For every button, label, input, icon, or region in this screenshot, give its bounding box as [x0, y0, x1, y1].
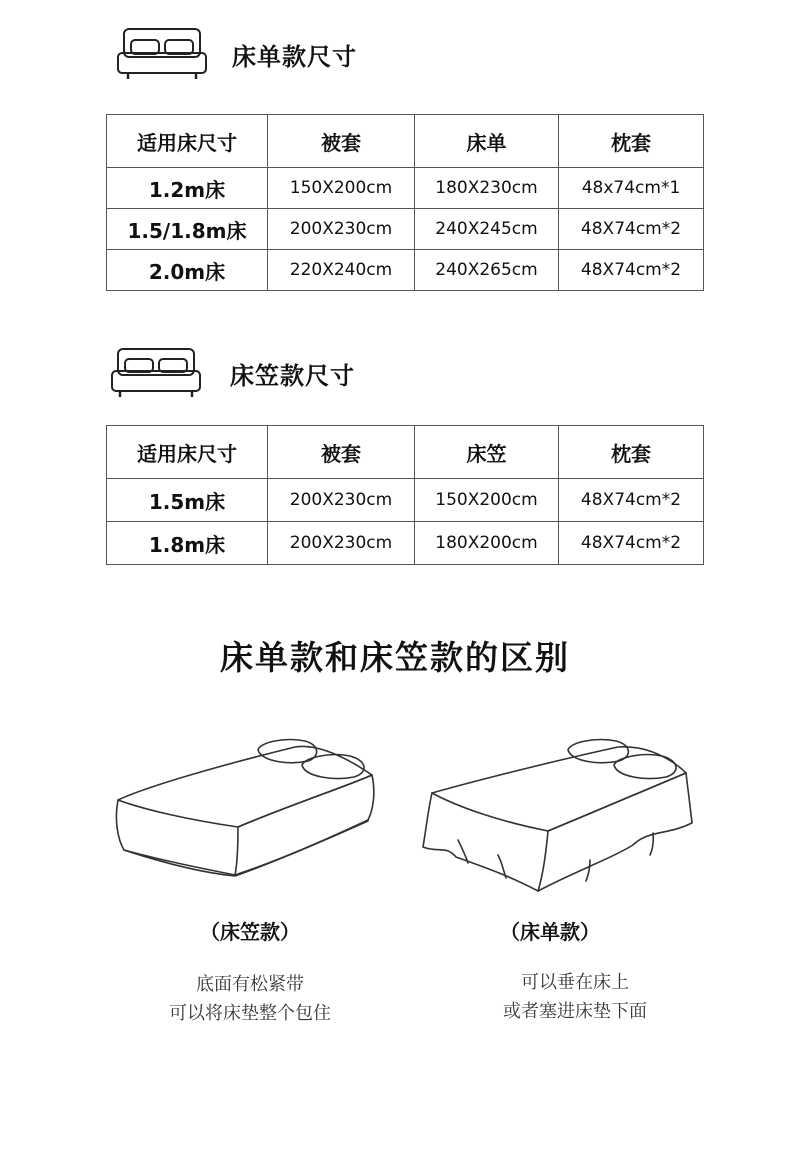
bed-size-cell: 2.0m床 — [107, 250, 268, 291]
pillowcase-cell: 48x74cm*1 — [559, 168, 704, 209]
section1-title: 床单款尺寸 — [232, 42, 357, 71]
bedsheet-size-table — [106, 114, 704, 291]
duvet-cover-cell: 200X230cm — [268, 209, 415, 250]
fitted-sheet-description — [115, 970, 385, 1028]
comparison-title: 床单款和床笠款的区别 — [220, 638, 570, 677]
duvet-cover-cell: 200X230cm — [268, 522, 415, 565]
bed-size-cell: 1.8m床 — [107, 522, 268, 565]
table-row — [107, 168, 704, 209]
pillowcase-cell: 48X74cm*2 — [559, 479, 704, 522]
flat-sheet-desc-line2: 或者塞进床垫下面 — [503, 1001, 647, 1022]
header-pillowcase: 枕套 — [559, 115, 704, 168]
table-header-row — [107, 426, 704, 479]
table-header-row — [107, 115, 704, 168]
header-bed-sheet: 床单 — [415, 115, 559, 168]
fitted-sheet-caption: （床笠款） — [200, 920, 300, 944]
bed-icon — [116, 26, 208, 82]
bed-sheet-cell: 180X230cm — [415, 168, 559, 209]
fitted-sheet-desc-line1: 底面有松紧带 — [196, 974, 304, 995]
fitted-sheet-bed-illustration — [110, 735, 380, 889]
bed-sheet-cell: 240X245cm — [415, 209, 559, 250]
table-row — [107, 479, 704, 522]
pillowcase-cell: 48X74cm*2 — [559, 522, 704, 565]
duvet-cover-cell: 200X230cm — [268, 479, 415, 522]
table-row — [107, 522, 704, 565]
header-duvet-cover: 被套 — [268, 115, 415, 168]
bed-icon — [110, 346, 202, 400]
fitted-sheet-size-table — [106, 425, 704, 565]
duvet-cover-cell: 220X240cm — [268, 250, 415, 291]
header-bed-size: 适用床尺寸 — [107, 426, 268, 479]
header-bed-size: 适用床尺寸 — [107, 115, 268, 168]
flat-sheet-description — [440, 968, 710, 1026]
header-duvet-cover: 被套 — [268, 426, 415, 479]
bed-size-cell: 1.5m床 — [107, 479, 268, 522]
fitted-sheet-cell: 150X200cm — [415, 479, 559, 522]
duvet-cover-cell: 150X200cm — [268, 168, 415, 209]
section1-header — [116, 26, 357, 82]
flat-sheet-caption: （床单款） — [500, 920, 600, 944]
bed-size-cell: 1.2m床 — [107, 168, 268, 209]
fitted-sheet-desc-line2: 可以将床垫整个包住 — [169, 1003, 331, 1024]
pillowcase-cell: 48X74cm*2 — [559, 209, 704, 250]
bed-size-cell: 1.5/1.8m床 — [107, 209, 268, 250]
header-pillowcase: 枕套 — [559, 426, 704, 479]
flat-sheet-desc-line1: 可以垂在床上 — [521, 972, 629, 993]
section2-title: 床笠款尺寸 — [230, 361, 355, 390]
bed-sheet-cell: 240X265cm — [415, 250, 559, 291]
pillowcase-cell: 48X74cm*2 — [559, 250, 704, 291]
section2-header — [110, 346, 355, 400]
header-fitted-sheet: 床笠 — [415, 426, 559, 479]
table-row — [107, 250, 704, 291]
fitted-sheet-cell: 180X200cm — [415, 522, 559, 565]
table-row — [107, 209, 704, 250]
flat-sheet-bed-illustration — [418, 735, 698, 904]
